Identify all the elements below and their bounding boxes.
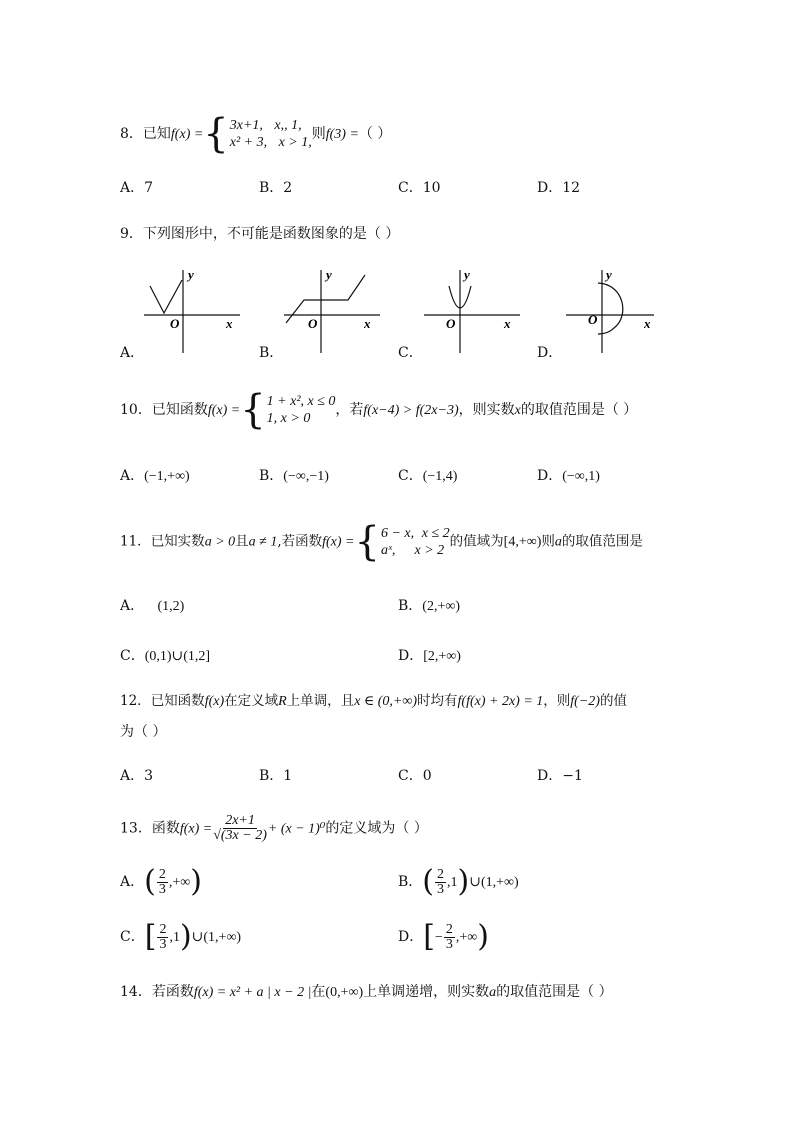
origin-label: O (308, 316, 318, 331)
q12-option-d[interactable]: D．−1 (537, 768, 583, 784)
graph-b (280, 266, 390, 356)
q8-option-b[interactable]: B．2 (259, 180, 293, 196)
q9-option-b[interactable]: B． (259, 345, 284, 361)
graph-d (562, 266, 672, 356)
origin-label: O (588, 312, 598, 327)
q8-option-a[interactable]: A．7 (120, 180, 154, 196)
question-12-line-2: 为（ ） (120, 724, 167, 740)
question-13: 13．函数f(x) = $\frac{2x+1}{√(3x - 2)}$ + (x − 1)⁰的定义域为（ ） (120, 813, 428, 843)
piecewise-function: { 6 − x, x ≤ 2 aˣ, x > 2 (354, 519, 450, 565)
question-11: 11．已知实数a > 0且a ≠ 1,若函数f(x) = { 6 − x, x ≤ 2 aˣ, x > 2 的值域为[4,+∞)则a的取值范围是 (120, 519, 643, 565)
piecewise-function: { 1 + x², x ≤ 0 1, x > 0 (240, 387, 336, 433)
q9-option-a[interactable]: A． (120, 345, 145, 361)
q10-option-a[interactable]: A．(−1,+∞) (120, 468, 190, 484)
q12-option-b[interactable]: B．1 (259, 768, 293, 784)
q10-option-d[interactable]: D．(−∞,1) (537, 468, 600, 484)
graph-curve (150, 280, 182, 313)
q13-option-d[interactable]: D．[− $\frac{2}{3}$ ,+∞) (398, 919, 489, 954)
graph-a (140, 266, 250, 356)
piecewise-function: { 3x+1, x,, 1, x² + 3, x > 1, (203, 111, 312, 157)
question-number: 8． (120, 126, 143, 142)
fraction: $\frac{2x+1}{√(3x - 2)}$ (213, 813, 267, 843)
q9-option-c[interactable]: C． (398, 345, 423, 361)
q8-option-c[interactable]: C．10 (398, 180, 441, 196)
q13-option-b[interactable]: B．( $\frac{2}{3}$ ,1)∪(1,+∞) (398, 864, 519, 899)
q13-option-c[interactable]: C．[ $\frac{2}{3}$ ,1)∪(1,+∞) (120, 919, 242, 954)
q10-option-c[interactable]: C．(−1,4) (398, 468, 458, 484)
q8-option-d[interactable]: D．12 (537, 180, 581, 196)
y-label: y (326, 267, 332, 282)
q11-option-b[interactable]: B．(2,+∞) (398, 598, 460, 614)
graph-c (420, 266, 530, 356)
x-label: x (504, 316, 511, 331)
y-label: y (188, 267, 194, 282)
q12-option-a[interactable]: A．3 (120, 768, 154, 784)
graph-curve (286, 275, 365, 323)
question-14: 14．若函数f(x) = x² + a | x − 2 |在(0,+∞)上单调递增，则实数a的取值范围是（ ） (120, 984, 613, 1000)
question-12: 12．已知函数f(x)在定义域R上单调，且x ∈ (0,+∞)时均有f(f(x) + 2x) = 1，则f(−2)的值 (120, 693, 627, 709)
x-label: x (226, 316, 233, 331)
x-label: x (364, 316, 371, 331)
y-label: y (464, 267, 470, 282)
q13-option-a[interactable]: A．( $\frac{2}{3}$ ,+∞) (120, 864, 202, 899)
origin-label: O (170, 316, 180, 331)
question-8: 8．已知f(x) = { 3x+1, x,, 1, x² + 3, x > 1, 则f(3) =（ ） (120, 111, 392, 157)
question-9: 9．下列图形中，不可能是函数图象的是（ ） (120, 226, 400, 242)
q11-option-c[interactable]: C．(0,1)∪(1,2] (120, 648, 211, 664)
q10-option-b[interactable]: B．(−∞,−1) (259, 468, 329, 484)
q11-option-d[interactable]: D．[2,+∞) (398, 648, 461, 664)
x-label: x (644, 316, 651, 331)
q11-option-a[interactable]: A． (1,2) (120, 598, 185, 614)
q12-option-c[interactable]: C．0 (398, 768, 432, 784)
origin-label: O (446, 316, 456, 331)
q9-option-d[interactable]: D． (537, 345, 563, 361)
question-10: 10．已知函数f(x) = { 1 + x², x ≤ 0 1, x > 0 ，若f(x−4) > f(2x−3)，则实数x的取值范围是（ ） (120, 387, 638, 433)
y-label: y (606, 267, 612, 282)
